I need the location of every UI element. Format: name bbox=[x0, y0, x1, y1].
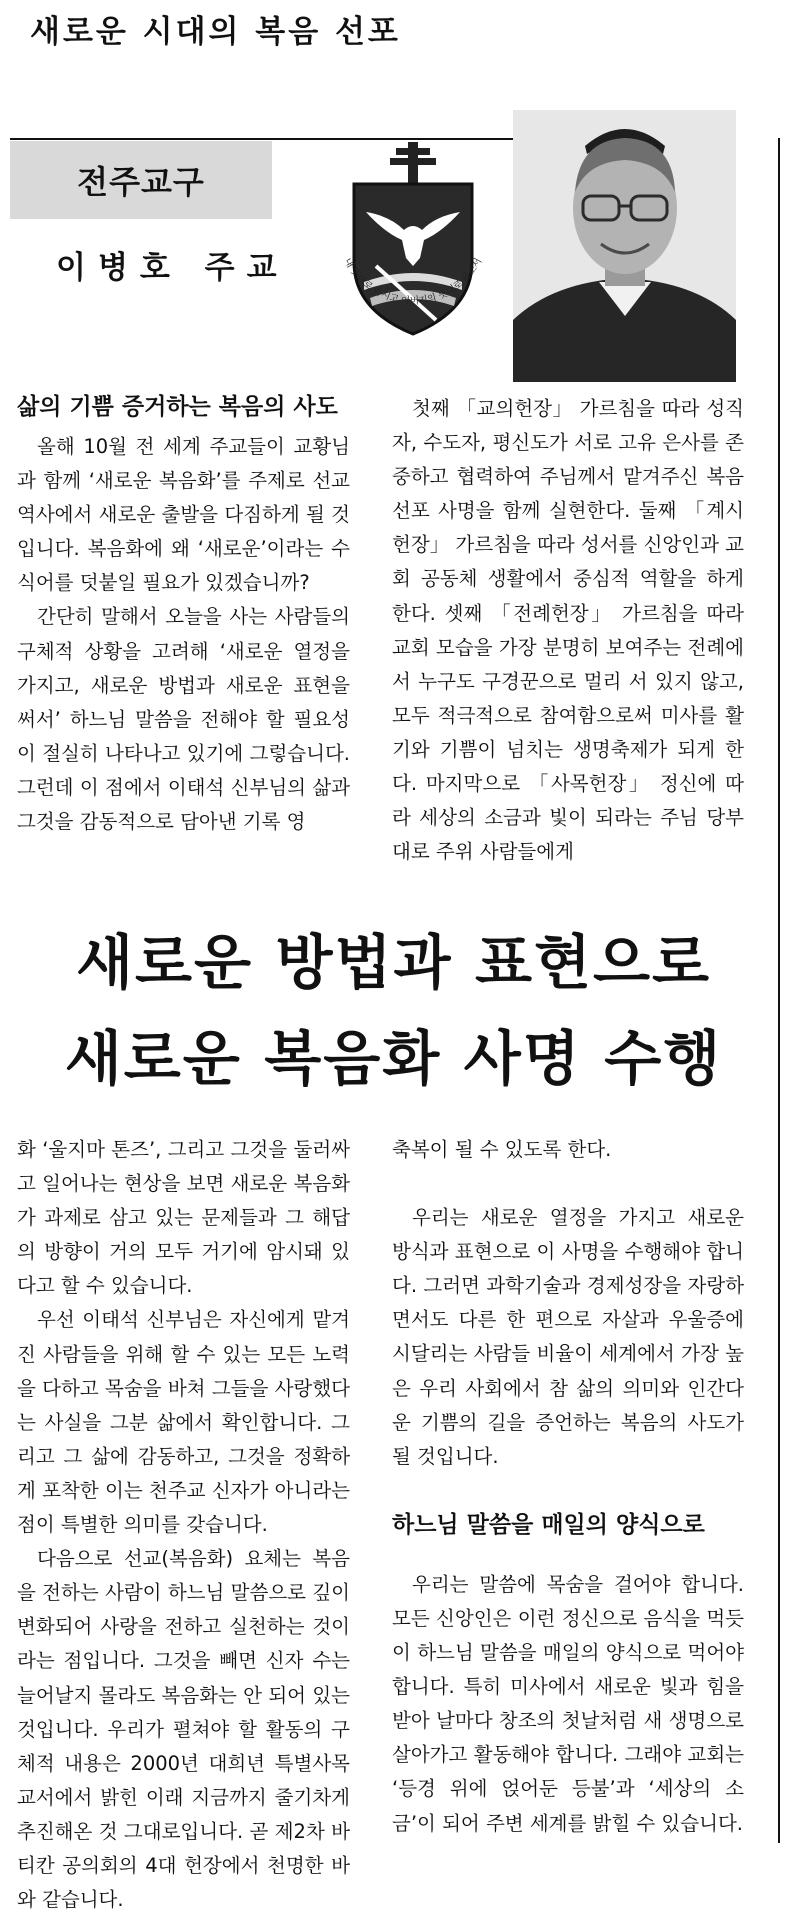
section-heading: 하느님 말씀을 매일의 양식으로 bbox=[392, 1511, 705, 1538]
paragraph: 축복이 될 수 있도록 한다. bbox=[392, 1138, 612, 1161]
column-right-bottom bbox=[392, 1133, 744, 1841]
section-heading: 삶의 기쁨 증거하는 복음의 사도 bbox=[17, 394, 338, 420]
headline-line-1: 새로운 방법과 표현으로 bbox=[75, 928, 712, 997]
paragraph: 첫째 「교의헌장」 가르침을 따라 성직자, 수도자, 평신도가 서로 고유 은사를 존중하고 협력하여 주님께서 맡겨주신 복음선포 사명을 함께 실현한다. 둘째 「계시헌장」 가르침을 따라 성서를 신앙인과 교회 공동체 생활에서 중심적 역할을 하게 한다. 셋째 「전례헌장」 가르침을 따라 교회 모습을 가장 분명히 보여주는 전례에서 누구도 구경꾼으로 멀리 서 있지 않고, 모두 적극적으로 참여함으로써 미사를 활기와 기쁨이 넘치는 생명축제가 되게 한다. 마지막으로 「사목헌장」 정신에 따라 세상의 소금과 빛이 되라는 주님 당부대로 주위 사람들에게 bbox=[392, 397, 744, 864]
column-right-top bbox=[392, 392, 744, 869]
paragraph: 우리는 새로운 열정을 가지고 새로운 방식과 표현으로 이 사명을 수행해야 합니다. 그러면 과학기술과 경제성장을 자랑하면서도 다른 한 편으로 자살과 우울증에 시달리는 사람들 비율이 세계에서 가장 높은 우리 사회에서 참 삶의 의미와 인간다운 기쁨의 길을 증언하는 복음의 사도가 될 것입니다. bbox=[392, 1206, 744, 1468]
paragraph: 간단히 말해서 오늘을 사는 사람들의 구체적 상황을 고려해 ‘새로운 열정을 가지고, 새로운 방법과 새로운 표현을 써서’ 하느님 말씀을 전해야 할 필요성이 절실히 나타나고 있기에 그렇습니다. 그런데 이 점에서 이태석 신부님의 삶과 그것을 감동적으로 담아낸 기록 영 bbox=[17, 605, 350, 834]
crest-motto: 내 뜻대로 마시고 아버지의 뜻대로 하소서 bbox=[341, 256, 485, 307]
paragraph: 화 ‘울지마 톤즈’, 그리고 그것을 둘러싸고 일어나는 현상을 보면 새로운 복음화가 과제로 삼고 있는 문제들과 그 해답의 방향이 거의 모두 거기에 암시돼 있다고 할 수 있습니다. bbox=[17, 1138, 350, 1298]
column-left-bottom bbox=[17, 1133, 350, 1917]
diocese-label bbox=[10, 141, 272, 219]
bishop-portrait-photo bbox=[513, 110, 736, 382]
paragraph: 다음으로 선교(복음화) 요체는 복음을 전하는 사람이 하느님 말씀으로 깊이 변화되어 사랑을 전하고 실천하는 것이라는 점입니다. 그것을 빼면 신자 수는 늘어날지 몰라도 복음화는 안 되어 있는 것입니다. 우리가 펼쳐야 할 활동의 구체적 내용은 2000년 대희년 특별사목교서에서 밝힌 이래 지금까지 줄기차게 추진해온 것 그대로입니다. 곧 제2차 바티칸 공의회의 4대 헌장에서 천명한 바와 같습니다. bbox=[17, 1547, 350, 1912]
headline-line-2: 새로운 복음화 사명 수행 bbox=[64, 1024, 723, 1093]
paragraph: 올해 10월 전 세계 주교들이 교황님과 함께 ‘새로운 복음화’를 주제로 선교역사에서 새로운 출발을 다짐하게 될 것입니다. 복음화에 왜 ‘새로운’이라는 수식어를 덧붙일 필요가 있겠습니까? bbox=[17, 435, 350, 595]
diocese-name: 전주교구 bbox=[77, 163, 205, 201]
series-title: 새로운 시대의 복음 선포 bbox=[30, 14, 401, 50]
paragraph: 우리는 말씀에 목숨을 걸어야 합니다. 모든 신앙인은 이런 정신으로 음식을 먹듯이 하느님 말씀을 매일의 양식으로 먹어야 합니다. 특히 미사에서 새로운 빛과 힘을 받아 날마다 창조의 첫날처럼 새 생명으로 살아가고 활동해야 합니다. 그래야 교회는 ‘등경 위에 얹어둔 등불’과 ‘세상의 소금’이 되어 주변 세계를 밝힐 수 있습니다. bbox=[392, 1572, 744, 1835]
bishop-name: 이병호 주교 bbox=[56, 250, 289, 286]
diocese-crest-emblem bbox=[324, 142, 502, 364]
top-rule bbox=[10, 138, 530, 140]
column-left-top bbox=[17, 390, 350, 839]
paragraph: 우선 이태석 신부님은 자신에게 맡겨진 사람들을 위해 할 수 있는 모든 노력을 다하고 목숨을 바쳐 그들을 사랑했다는 사실을 그분 삶에서 확인합니다. 그리고 그 삶에 감동하고, 그것을 정확하게 포착한 이는 천주교 신자가 아니라는 점이 특별한 의미를 갖습니다. bbox=[17, 1308, 350, 1537]
